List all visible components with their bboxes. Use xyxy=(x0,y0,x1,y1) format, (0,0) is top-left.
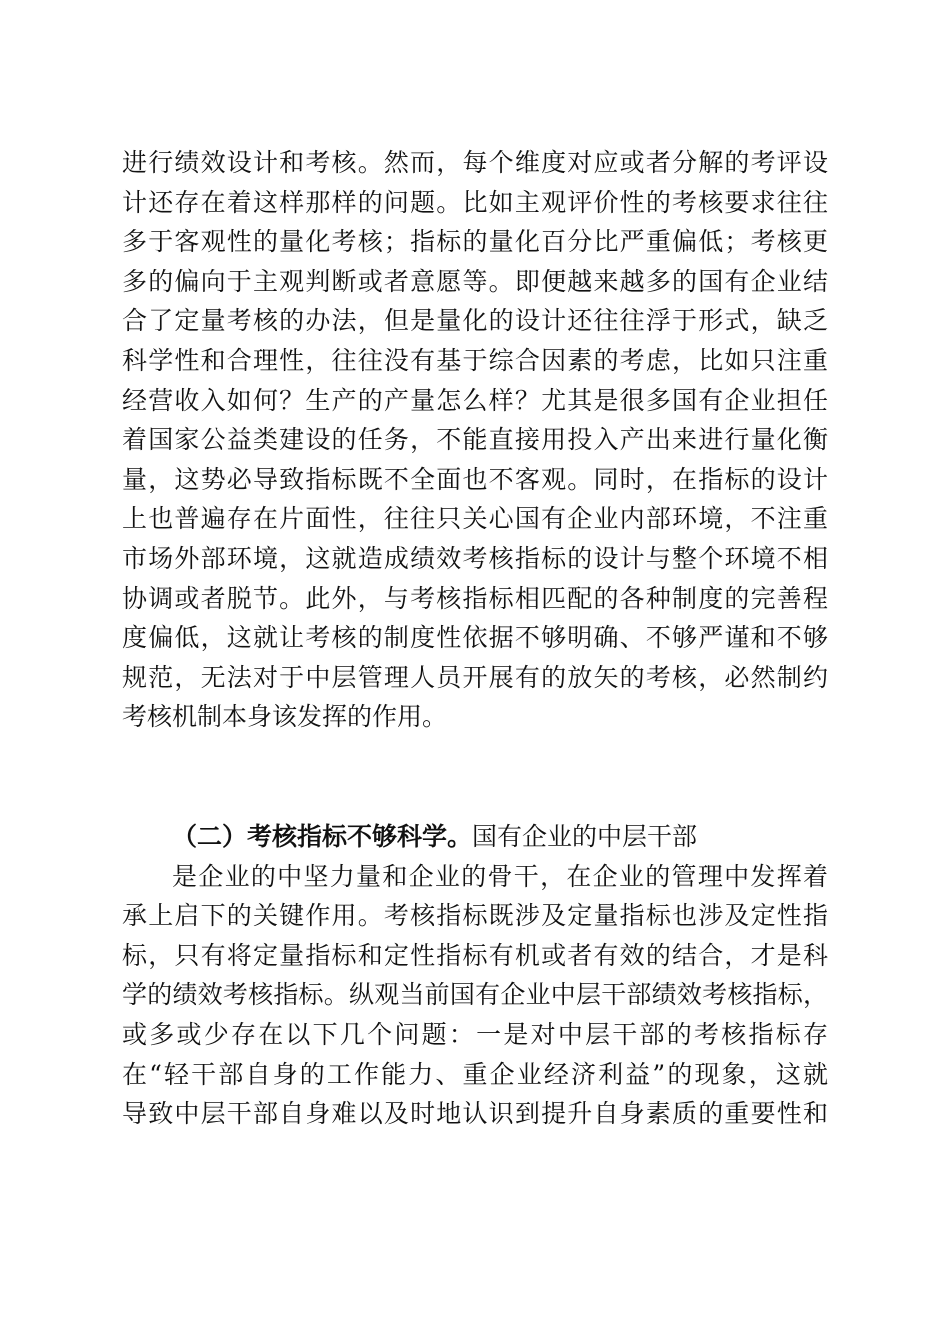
text-line: 着国家公益类建设的任务，不能直接用投入产出来进行量化衡 xyxy=(122,425,828,455)
text-line: 量，这势必导致指标既不全面也不客观。同时，在指标的设计 xyxy=(122,464,828,494)
text-line: 考核机制本身该发挥的作用。 xyxy=(122,702,448,732)
text-line: 导致中层干部自身难以及时地认识到提升自身素质的重要性和 xyxy=(122,1099,828,1129)
text-line: 在“轻干部自身的工作能力、重企业经济利益”的现象，这就 xyxy=(122,1059,828,1089)
text-line: 或多或少存在以下几个问题：一是对中层干部的考核指标存 xyxy=(122,1019,828,1049)
section-heading xyxy=(122,817,828,857)
text-line: 科学性和合理性，往往没有基于综合因素的考虑，比如只注重 xyxy=(122,345,828,375)
section-heading-lead: （二）考核指标不够科学。 xyxy=(172,822,473,851)
text-line: 承上启下的关键作用。考核指标既涉及定量指标也涉及定性指 xyxy=(122,901,828,931)
text-line: 上也普遍存在片面性，往往只关心国有企业内部环境，不注重 xyxy=(122,504,828,534)
section-heading-rest: 国有企业的中层干部 xyxy=(472,822,698,851)
text-line: 多于客观性的量化考核；指标的量化百分比严重偏低；考核更 xyxy=(122,227,828,257)
text-line: 市场外部环境，这就造成绩效考核指标的设计与整个环境不相 xyxy=(122,543,828,573)
text-line: 协调或者脱节。此外，与考核指标相匹配的各种制度的完善程 xyxy=(122,583,828,613)
text-line: 合了定量考核的办法，但是量化的设计还往往浮于形式，缺乏 xyxy=(122,306,828,336)
text-line: 规范，无法对于中层管理人员开展有的放矢的考核，必然制约 xyxy=(122,662,828,692)
body-paragraph-1 xyxy=(122,143,828,737)
text-line: 学的绩效考核指标。纵观当前国有企业中层干部绩效考核指标， xyxy=(122,980,828,1010)
text-line: 多的偏向于主观判断或者意愿等。即便越来越多的国有企业结 xyxy=(122,266,828,296)
text-line: 进行绩效设计和考核。然而，每个维度对应或者分解的考评设 xyxy=(122,148,828,177)
text-line: 计还存在着这样那样的问题。比如主观评价性的考核要求往往 xyxy=(122,187,828,217)
text-line: 是企业的中坚力量和企业的骨干，在企业的管理中发挥着 xyxy=(172,861,828,891)
text-line: 标，只有将定量指标和定性指标有机或者有效的结合，才是科 xyxy=(122,940,828,970)
text-line: 经营收入如何？生产的产量怎么样？尤其是很多国有企业担任 xyxy=(122,385,828,415)
body-paragraph-2 xyxy=(122,817,828,1134)
text-line: 度偏低，这就让考核的制度性依据不够明确、不够严谨和不够 xyxy=(122,623,828,653)
